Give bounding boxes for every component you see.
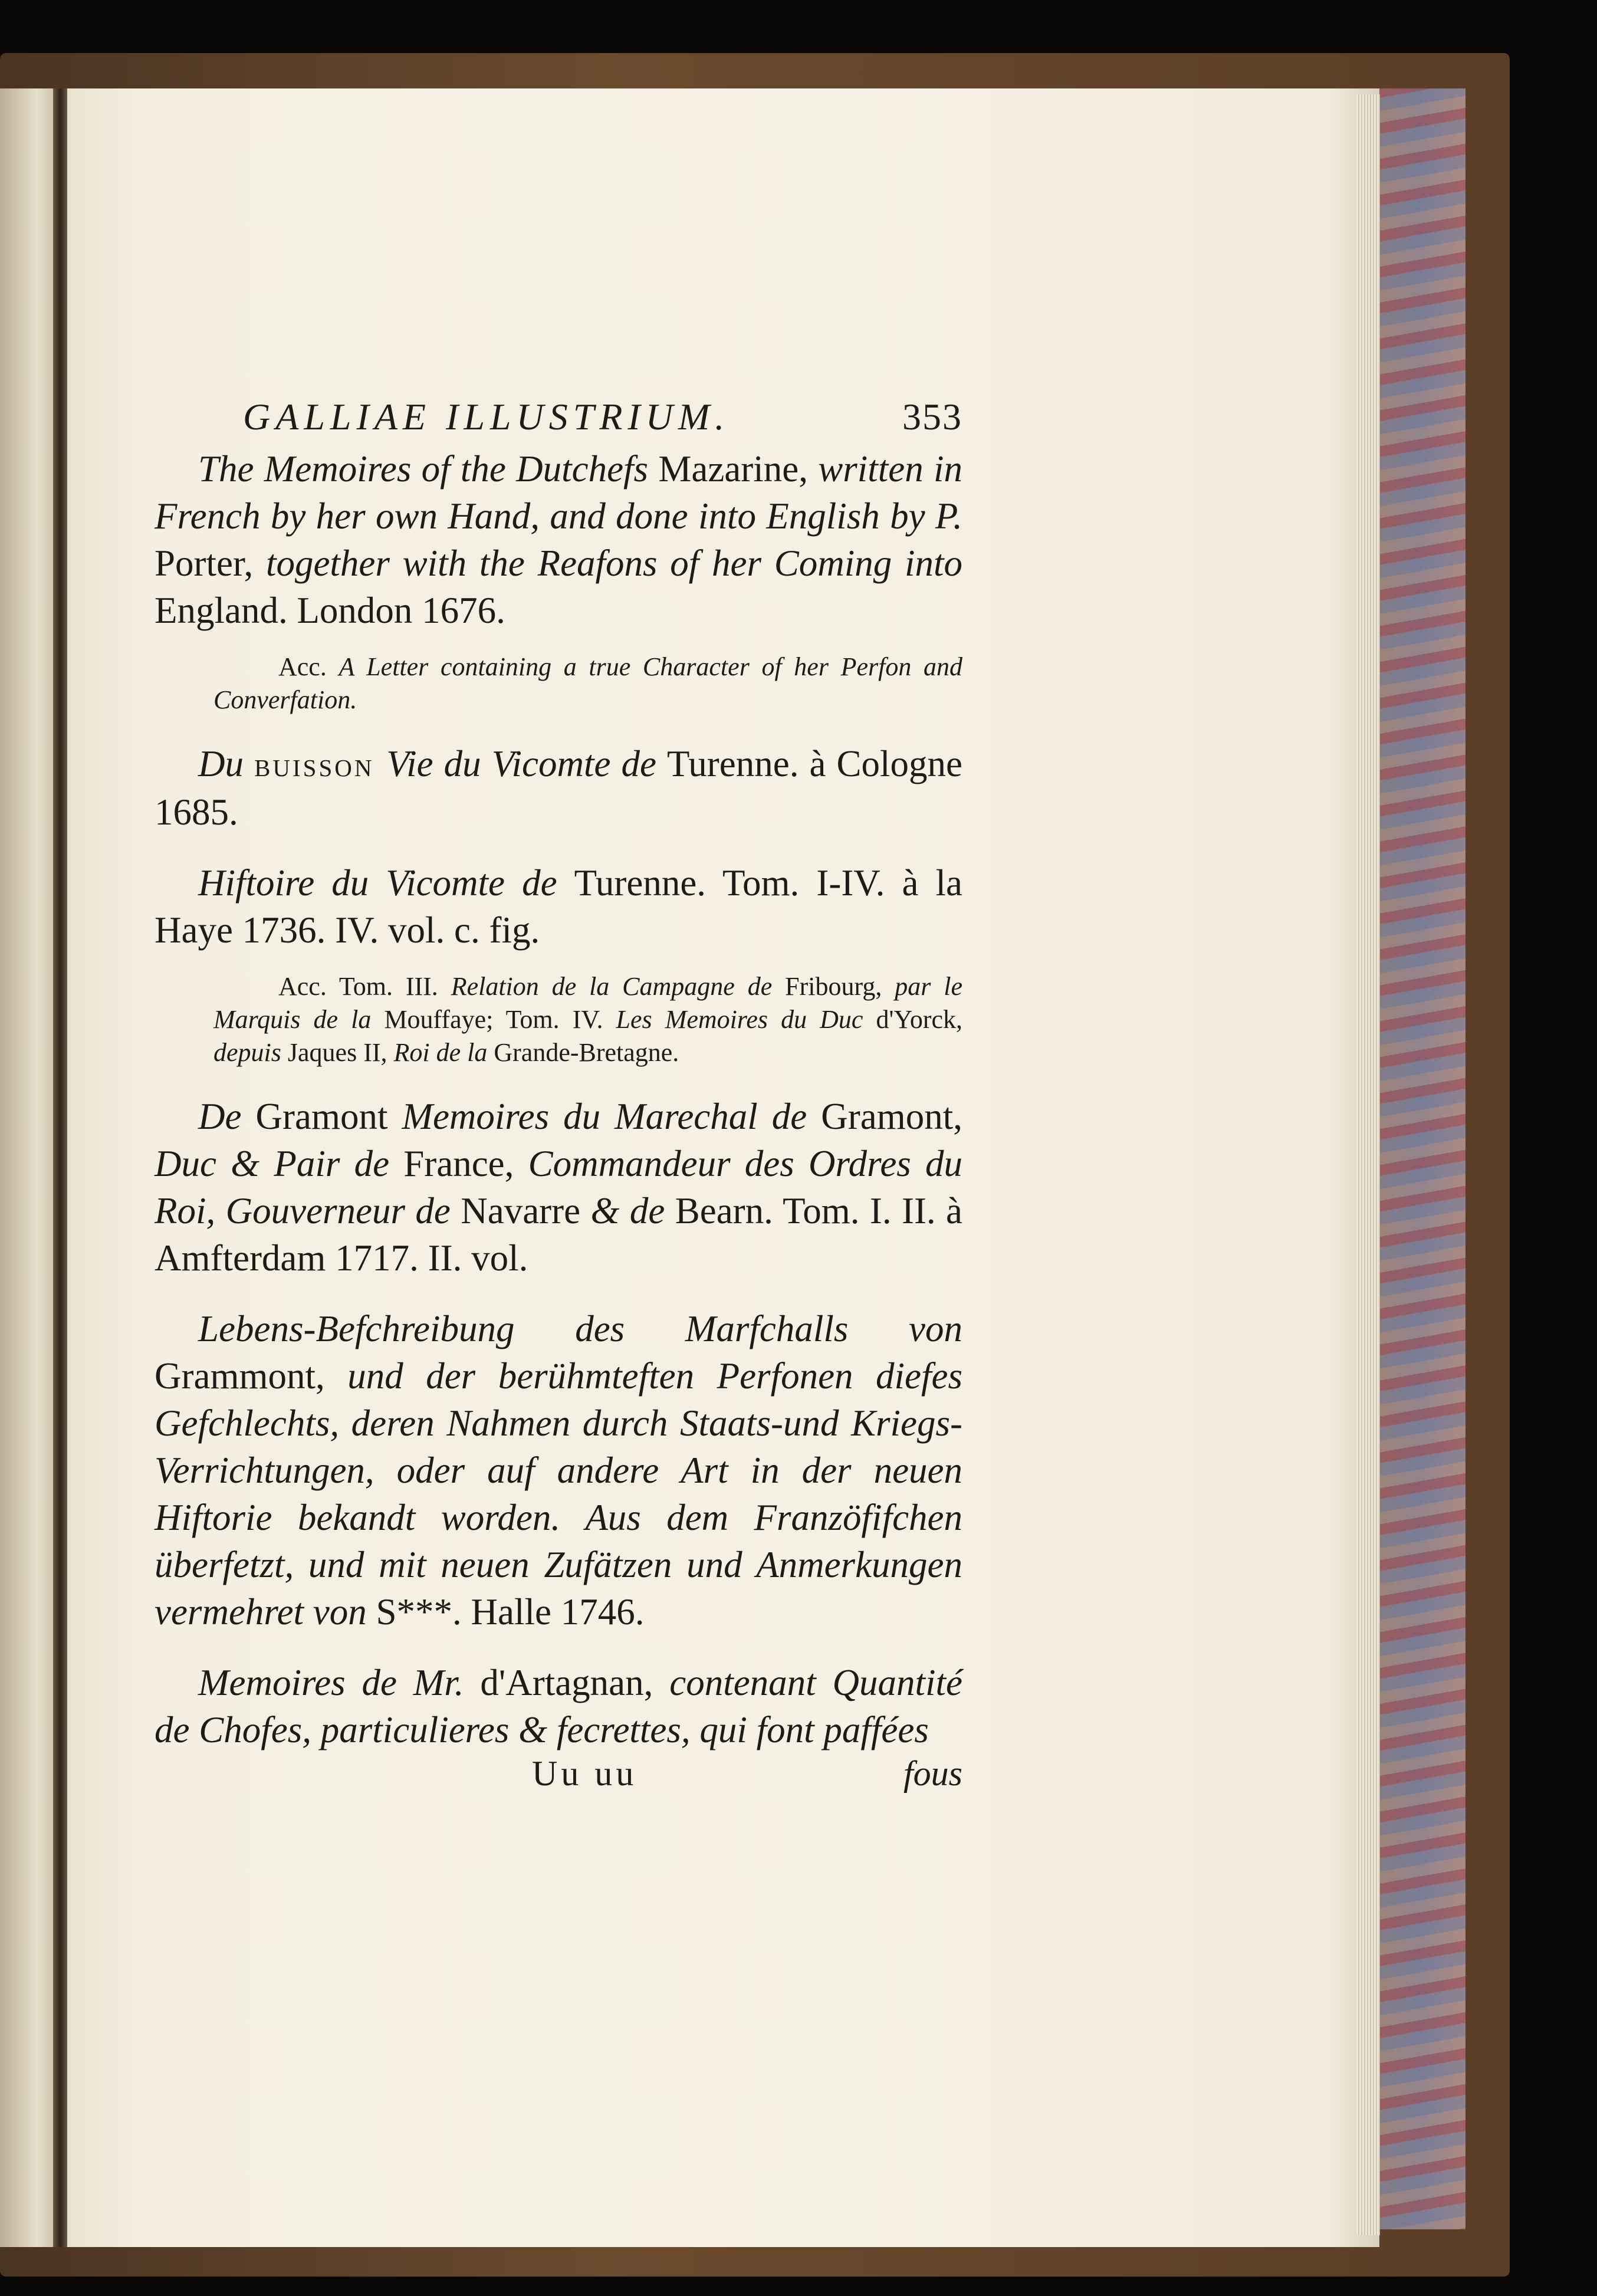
page-number: 353 <box>902 396 962 438</box>
note-segment: Les Memoires du Duc <box>616 1005 876 1034</box>
entry-segment: Porter, <box>155 543 266 584</box>
entry-segment: together with the Reafons of her Coming into <box>265 543 962 584</box>
note-segment: Fribourg, <box>785 972 895 1001</box>
entry-segment: buisson <box>254 745 387 784</box>
entry-text <box>155 740 962 836</box>
bibliography-entry-artagnan <box>155 1659 962 1753</box>
entry-segment: Gramont, <box>821 1096 962 1137</box>
marbled-endpaper <box>1371 88 1465 2229</box>
page-footer <box>155 1753 962 1801</box>
note-segment: A Letter containing a true Character of her Perfon and Converfation. <box>213 652 962 714</box>
entry-segment: Navarre <box>461 1190 591 1231</box>
note-segment: d'Yorck, <box>876 1005 963 1034</box>
entry-segment: d'Artagnan, <box>480 1662 670 1703</box>
entry-segment: Vie du Vicomte de <box>386 743 668 784</box>
entry-note <box>155 651 962 717</box>
entry-segment: Grammont, <box>155 1355 348 1397</box>
entry-text <box>155 445 962 634</box>
note-segment: Acc. <box>278 652 339 681</box>
entry-segment: Gramont <box>255 1096 402 1137</box>
entry-segment: England. London 1676. <box>155 590 505 631</box>
entry-segment: Memoires de Mr. <box>198 1662 481 1703</box>
note-segment: par le Marquis de la <box>213 972 962 1034</box>
entry-segment: contenant Quantité de Chofes, particulieres & fecrettes, qui font paffées <box>155 1662 963 1750</box>
entry-segment: Hiftoire du Vicomte de <box>198 862 574 904</box>
left-page-edge <box>0 88 53 2247</box>
entry-segment: Turenne. Tom. I-IV. à la Haye 1736. IV. vol. c. fig. <box>155 862 962 951</box>
bibliography-entry-turenne <box>155 859 962 1069</box>
entry-segment: The Memoires of the Dutchefs <box>198 448 659 490</box>
running-header <box>155 383 962 445</box>
entry-text <box>155 1305 962 1635</box>
note-segment: Acc. Tom. III. <box>278 972 451 1001</box>
signature-mark: Uu uu <box>532 1754 638 1793</box>
entry-text <box>155 1093 962 1282</box>
entry-segment: Turenne. à Cologne 1685. <box>155 743 962 833</box>
entry-text <box>155 1659 962 1753</box>
bibliography-entry-lebens <box>155 1305 962 1635</box>
bibliography-entry-mazarine <box>155 445 962 717</box>
bibliography-entry-buisson <box>155 740 962 836</box>
entry-segment: Memoires du Marechal de <box>402 1096 821 1137</box>
note-segment: Mouffaye; Tom. IV. <box>384 1005 616 1034</box>
bibliography-entry-gramont <box>155 1093 962 1282</box>
running-title: GALLIAE ILLUSTRIUM. <box>243 396 730 438</box>
entry-segment: written in French by her own Hand, and done into English by P. <box>155 448 962 537</box>
note-segment: Relation de la Campagne de <box>451 972 786 1001</box>
entry-segment: und der berühmteften Perfonen diefes Gefchlechts, deren Nahmen durch Staats-und Kriegs-Verrichtungen, oder auf andere Art in der neuen Hiftorie bekandt worden. Aus dem Franzöfifchen überfetzt, und mit neuen Zufätzen und Anmerkungen vermehret von <box>155 1355 962 1633</box>
note-segment: depuis <box>213 1038 288 1067</box>
entry-segment: Mazarine, <box>658 448 819 490</box>
book-gutter <box>53 88 67 2247</box>
note-segment: Grande-Bretagne. <box>494 1038 679 1067</box>
note-segment: Jaques II, <box>287 1038 394 1067</box>
page-edges <box>1356 94 1380 2235</box>
entry-segment: & de <box>590 1190 675 1231</box>
entry-segment: De <box>198 1096 256 1137</box>
entry-segment: Duc & Pair de <box>155 1143 404 1184</box>
entry-segment: S***. Halle 1746. <box>376 1591 645 1633</box>
entry-segment: Bearn. Tom. I. II. à Amfterdam 1717. II. vol. <box>155 1190 963 1279</box>
entry-segment: France, <box>403 1143 528 1184</box>
note-segment: Roi de la <box>393 1038 494 1067</box>
catchword: fous <box>903 1754 962 1793</box>
entry-segment: Du <box>198 743 255 784</box>
entry-segment: Lebens-Befchreibung des Marfchalls von <box>198 1308 962 1349</box>
entry-text <box>155 859 962 954</box>
entry-segment: Commandeur des Ordres du Roi, Gouverneur de <box>155 1143 962 1231</box>
page-text-block <box>155 383 962 1801</box>
entry-note <box>155 970 962 1069</box>
